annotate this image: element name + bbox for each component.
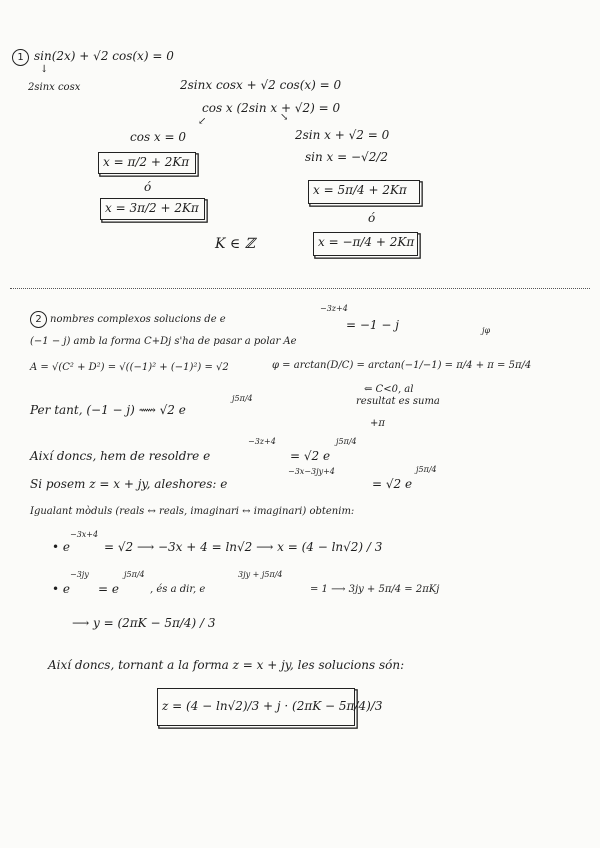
bullet-real-part: • e xyxy=(52,540,70,554)
per-tant-line: Per tant, (−1 − j) ⟿ √2 e xyxy=(30,403,186,417)
case-cos-zero: cos x = 0 xyxy=(130,130,187,144)
identity-2sinxcosx: 2sinx cosx xyxy=(28,82,81,93)
bullet-imag-rhs-exponent: j5π/4 xyxy=(124,570,145,579)
bullet-imag-eq: = e xyxy=(98,582,119,596)
note-c-negative: ⇐ C<0, al xyxy=(364,384,414,395)
problem-2-number: 2 xyxy=(30,311,47,328)
statement-exponent: −3z+4 xyxy=(320,304,348,313)
bullet-real-result: = √2 ⟶ −3x + 4 = ln√2 ⟶ x = (4 − ln√2) / 3 xyxy=(104,540,383,554)
aixi-resoldre-line: Així doncs, hem de resoldre e xyxy=(30,449,211,463)
separator-dotted-line xyxy=(10,288,590,289)
k-integer-set: K ∈ ℤ xyxy=(215,236,255,252)
substituted-equation: 2sinx cosx + √2 cos(x) = 0 xyxy=(180,78,342,92)
angle-formula: φ = arctan(D/C) = arctan(−1/−1) = π/4 + π = 5π/4 xyxy=(272,360,532,371)
line-polar-form: (−1 − j) amb la forma C+Dj s'ha de pasar a polar Ae xyxy=(30,336,297,347)
arrow-right: ↘ xyxy=(280,112,289,123)
solution-b1-box: x = 5π/4 + 2Kπ xyxy=(308,180,420,204)
or-b: ó xyxy=(368,211,376,225)
bullet-imag-exponent: −3jy xyxy=(70,570,89,579)
problem-1-equation: sin(2x) + √2 cos(x) = 0 xyxy=(34,49,174,63)
modulus-formula: A = √(C² + D²) = √((−1)² + (−1)²) = √2 xyxy=(30,362,229,373)
solution-b2-box: x = −π/4 + 2Kπ xyxy=(313,232,418,256)
polar-exponent: jφ xyxy=(482,326,491,335)
note-plus-pi: +π xyxy=(370,418,385,429)
bullet-real-exponent: −3x+4 xyxy=(70,530,99,539)
aixi-rhs: = √2 e xyxy=(290,449,331,463)
case-sin-equation: 2sin x + √2 = 0 xyxy=(295,128,390,142)
or-a: ó xyxy=(144,180,152,194)
down-arrow: ↓ xyxy=(40,64,49,75)
aixi-rhs-exponent: j5π/4 xyxy=(336,437,357,446)
substitution-rhs-exponent: j5π/4 xyxy=(416,465,437,474)
factored-equation: cos x (2sin x + √2) = 0 xyxy=(202,101,341,115)
y-solution-line: ⟶ y = (2πK − 5π/4) / 3 xyxy=(72,616,216,630)
per-tant-exponent: j5π/4 xyxy=(232,394,253,403)
substitution-line: Si posem z = x + jy, aleshores: e xyxy=(30,477,228,491)
bullet-imag-part: • e xyxy=(52,582,70,596)
problem-1-number: 1 xyxy=(12,49,29,66)
substitution-rhs: = √2 e xyxy=(372,477,413,491)
substitution-exponent: −3x−3jy+4 xyxy=(288,467,335,476)
bullet-imag-result: = 1 ⟶ 3jy + 5π/4 = 2πKj xyxy=(310,584,440,595)
final-solution-box: z = (4 − ln√2)/3 + j · (2πK − 5π/4)/3 xyxy=(157,688,355,726)
bullet-imag-exp-combined: 3jy + j5π/4 xyxy=(238,570,283,579)
igualant-line: Igualant mòduls (reals ↔ reals, imaginari ↔ imaginari) obtenim: xyxy=(30,506,355,517)
bullet-imag-es-a-dir: , és a dir, e xyxy=(150,584,206,595)
solution-a2-box: x = 3π/2 + 2Kπ xyxy=(100,198,205,220)
problem-2-statement: nombres complexos solucions de e xyxy=(50,314,226,325)
final-statement: Així doncs, tornant a la forma z = x + jy, les solucions són: xyxy=(48,658,405,672)
aixi-exponent: −3z+4 xyxy=(248,437,276,446)
note-sum: resultat es suma xyxy=(356,396,440,407)
arrow-left: ↙ xyxy=(198,116,207,127)
sin-value: sin x = −√2/2 xyxy=(305,150,389,164)
solution-a1-box: x = π/2 + 2Kπ xyxy=(98,152,196,174)
statement-rhs: = −1 − j xyxy=(346,318,399,332)
